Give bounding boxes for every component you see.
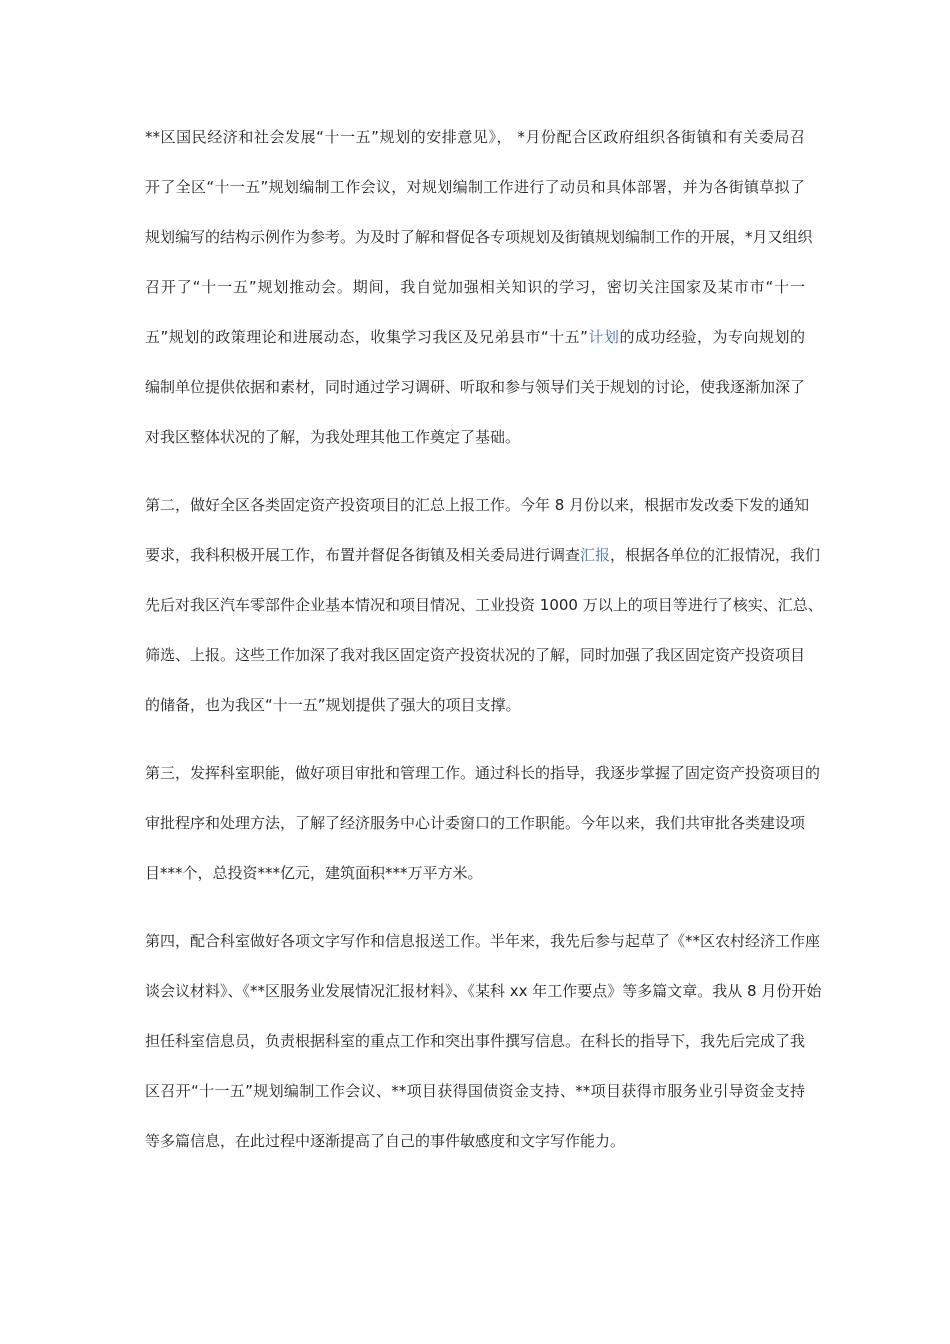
text-segment: 召开了“十一五”规划推动会。期间，我自觉加强相关知识的学习，密切关注国家及某市市“十一	[145, 278, 805, 296]
text-line	[145, 320, 805, 370]
text-segment: 等多篇信息，在此过程中逐渐提高了自己的事件敏感度和文字写作能力。	[145, 1132, 626, 1150]
text-segment: 区召开“十一五”规划编制工作会议、**项目获得国债资金支持、**项目获得市服务业引导资金支持	[145, 1082, 805, 1100]
text-line	[145, 370, 805, 420]
text-segment: 筛选、上报。这些工作加深了我对我区固定资产投资状况的了解，同时加强了我区固定资产投资项目	[145, 646, 806, 664]
text-line	[145, 220, 813, 270]
text-segment: 目***个，总投资***亿元，建筑面积***万平方米。	[145, 864, 483, 882]
text-line	[145, 974, 822, 1024]
text-line	[145, 420, 805, 470]
text-segment: 规划编写的结构示例作为参考。为及时了解和督促各专项规划及街镇规划编制工作的开展，*月又组织	[145, 228, 813, 246]
text-segment: 编制单位提供依据和素材，同时通过学习调研、听取和参与领导们关于规划的讨论，使我逐渐加深了	[145, 378, 806, 396]
text-line	[145, 488, 810, 538]
text-line	[145, 856, 805, 906]
text-line	[145, 538, 821, 588]
text-segment: **区国民经济和社会发展“十一五”规划的安排意见》， *月份配合区政府组织各街镇和有关委局召	[145, 128, 805, 146]
text-segment: 五”规划的政策理论和进展动态，收集学习我区及兄弟县市“十五”	[145, 328, 588, 346]
paragraph	[145, 924, 822, 1174]
inline-link[interactable]: 计划	[587, 328, 620, 346]
text-segment: 的储备，也为我区“十一五”规划提供了强大的项目支撑。	[145, 696, 521, 714]
text-segment: 谈会议材料》、《**区服务业发展情况汇报材料》、《某科 xx 年工作要点》等多篇文章。我从 8 月份开始	[145, 982, 822, 1000]
text-segment: 先后对我区汽车零部件企业基本情况和项目情况、工业投资 1000 万以上的项目等进行了核实、汇总、	[145, 596, 823, 614]
document-page	[145, 120, 823, 1192]
text-segment: 开了全区“十一五”规划编制工作会议，对规划编制工作进行了动员和具体部署，并为各街镇草拟了	[145, 178, 805, 196]
text-segment: 要求，我科积极开展工作，布置并督促各街镇及相关委局进行调查	[145, 546, 581, 564]
text-segment: 对我区整体状况的了解，为我处理其他工作奠定了基础。	[145, 428, 521, 446]
text-segment: 的成功经验，为专向规划的	[619, 328, 805, 346]
text-segment: 审批程序和处理方法，了解了经济服务中心计委窗口的工作职能。今年以来，我们共审批各类建设项	[145, 814, 806, 832]
paragraph	[145, 488, 823, 738]
text-line	[145, 270, 805, 320]
text-line	[145, 638, 805, 688]
text-line	[145, 756, 821, 806]
text-line	[145, 120, 805, 170]
text-segment: ，根据各单位的汇报情况，我们	[610, 546, 821, 564]
text-line	[145, 588, 823, 638]
text-line	[145, 1124, 805, 1174]
paragraph	[145, 120, 813, 470]
text-line	[145, 1024, 805, 1074]
text-line	[145, 1074, 805, 1124]
text-line	[145, 806, 805, 856]
text-segment: 第三，发挥科室职能，做好项目审批和管理工作。通过科长的指导，我逐步掌握了固定资产投资项目的	[145, 764, 821, 782]
paragraph	[145, 756, 821, 906]
text-segment: 第二，做好全区各类固定资产投资项目的汇总上报工作。今年 8 月份以来，根据市发改委下发的通知	[145, 496, 810, 514]
text-segment: 担任科室信息员，负责根据科室的重点工作和突出事件撰写信息。在科长的指导下，我先后完成了我	[145, 1032, 806, 1050]
text-line	[145, 688, 805, 738]
text-segment: 第四，配合科室做好各项文字写作和信息报送工作。半年来，我先后参与起草了《**区农村经济工作座	[145, 932, 821, 950]
inline-link[interactable]: 汇报	[580, 546, 611, 564]
text-line	[145, 924, 821, 974]
text-line	[145, 170, 805, 220]
